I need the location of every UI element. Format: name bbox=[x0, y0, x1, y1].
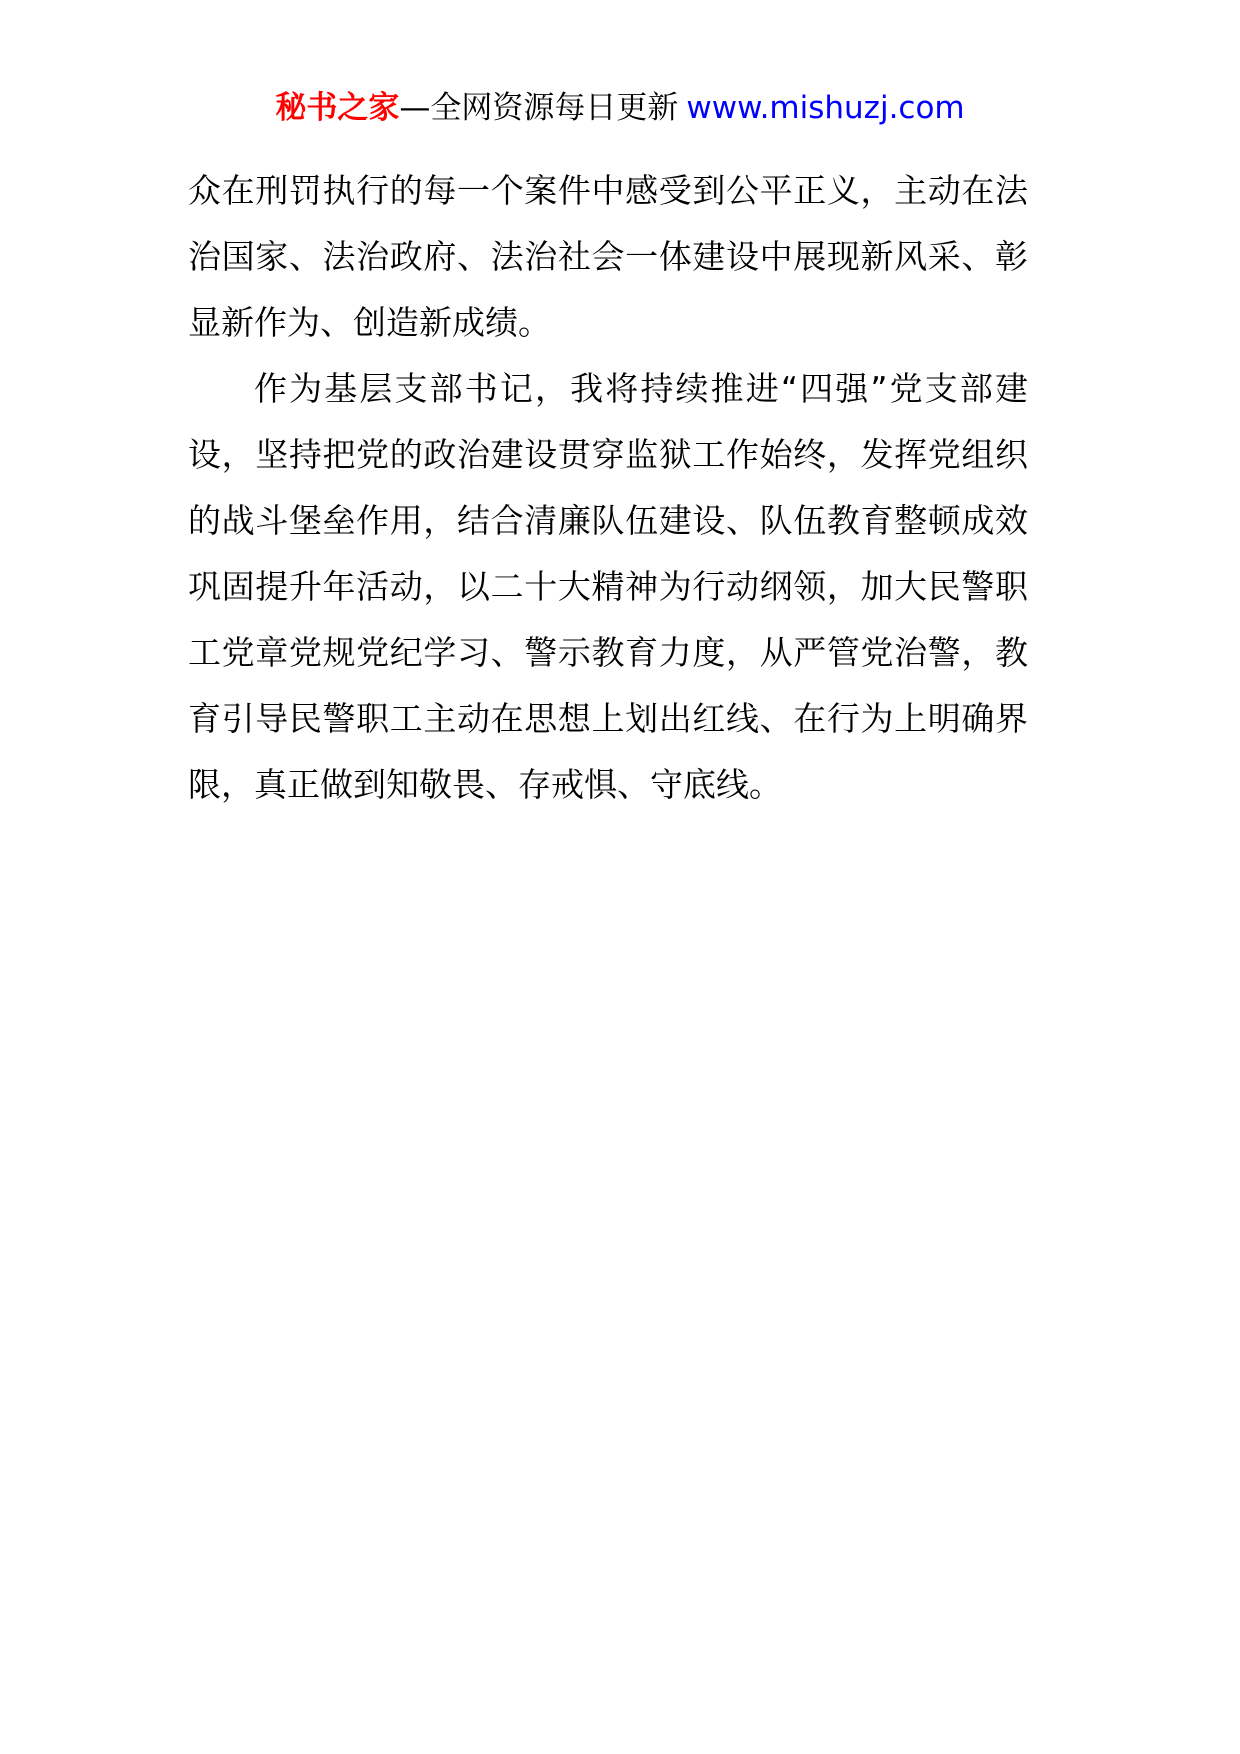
document-body bbox=[188, 158, 1028, 818]
brand-name: 秘书之家 bbox=[275, 90, 400, 126]
header-tagline: —全网资源每日更新 bbox=[399, 90, 679, 126]
paragraph-secretary-commitment: 作为基层支部书记，我将持续推进“四强”党支部建设，坚持把党的政治建设贯穿监狱工作始终，发挥党组织的战斗堡垒作用，结合清廉队伍建设、队伍教育整顿成效巩固提升年活动，以二十大精神为行动纲领，加大民警职工党章党规党纪学习、警示教育力度，从严管党治警，教育引导民警职工主动在思想上划出红线、在行为上明确界限，真正做到知敬畏、存戒惧、守底线。 bbox=[188, 369, 1028, 804]
page-header bbox=[0, 86, 1240, 130]
site-url-link[interactable]: www.mishuzj.com bbox=[686, 90, 965, 126]
paragraph-continuation: 众在刑罚执行的每一个案件中感受到公平正义，主动在法治国家、法治政府、法治社会一体建设中展现新风采、彰显新作为、创造新成绩。 bbox=[188, 171, 1028, 342]
